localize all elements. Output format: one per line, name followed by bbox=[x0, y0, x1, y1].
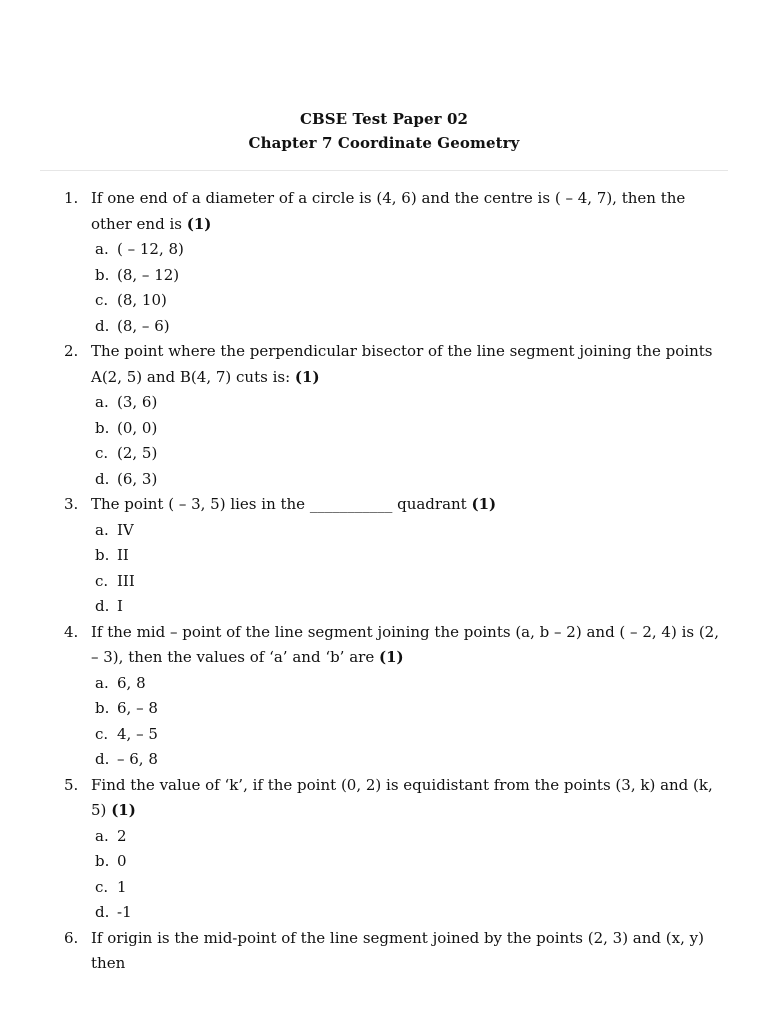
option-list bbox=[91, 390, 728, 492]
option-list bbox=[91, 824, 728, 926]
option-label: d. bbox=[95, 597, 110, 615]
answer-option bbox=[91, 441, 728, 467]
answer-option bbox=[91, 696, 728, 722]
option-label: c. bbox=[95, 724, 109, 743]
option-text: IV bbox=[117, 520, 134, 539]
option-label: a. bbox=[95, 240, 109, 258]
answer-option bbox=[91, 900, 728, 926]
answer-option bbox=[91, 390, 728, 416]
question-number: 4. bbox=[64, 622, 79, 641]
answer-option bbox=[91, 237, 728, 263]
answer-option bbox=[91, 849, 728, 875]
option-label: a. bbox=[95, 826, 109, 845]
option-list bbox=[91, 518, 728, 620]
question-item bbox=[0, 339, 768, 492]
option-text: 4, – 5 bbox=[117, 724, 158, 743]
option-text: (2, 5) bbox=[117, 444, 158, 462]
answer-option bbox=[91, 263, 728, 289]
option-text: 2 bbox=[117, 826, 127, 845]
option-text: (8, 10) bbox=[117, 291, 167, 309]
header-divider bbox=[40, 170, 728, 171]
question-item bbox=[0, 773, 768, 926]
option-list bbox=[91, 237, 728, 339]
option-label: c. bbox=[95, 571, 109, 590]
answer-option bbox=[91, 824, 728, 850]
option-label: b. bbox=[95, 699, 110, 717]
question-marks: (1) bbox=[294, 367, 320, 386]
answer-option bbox=[91, 416, 728, 442]
option-text: 6, – 8 bbox=[117, 699, 158, 717]
question-marks: (1) bbox=[471, 495, 497, 513]
option-label: c. bbox=[95, 877, 109, 896]
answer-option bbox=[91, 722, 728, 748]
question-marks: (1) bbox=[379, 648, 404, 666]
option-text: II bbox=[117, 546, 129, 564]
question-text: If one end of a diameter of a circle is (4, 6) and the centre is ( – 4, 7), then the other end is bbox=[91, 189, 686, 233]
option-text: (6, 3) bbox=[117, 469, 158, 488]
question-marks: (1) bbox=[111, 801, 136, 819]
answer-option bbox=[91, 467, 728, 493]
question-text: If the mid – point of the line segment joining the points (a, b – 2) and ( – 2, 4) is (2, – 3), then the values of ‘a’ and ‘b’ are bbox=[91, 622, 719, 666]
question-number: 1. bbox=[64, 189, 79, 207]
option-label: d. bbox=[95, 469, 110, 488]
question-number: 2. bbox=[64, 342, 79, 360]
option-label: a. bbox=[95, 520, 109, 539]
paper-header bbox=[0, 107, 768, 155]
option-text: (3, 6) bbox=[117, 393, 158, 411]
option-list bbox=[91, 671, 728, 773]
option-label: d. bbox=[95, 316, 110, 335]
answer-option bbox=[91, 288, 728, 314]
option-label: b. bbox=[95, 546, 110, 564]
option-label: d. bbox=[95, 903, 110, 921]
question-item bbox=[0, 620, 768, 773]
question-marks: (1) bbox=[186, 214, 212, 233]
option-text: (0, 0) bbox=[117, 418, 158, 437]
option-label: b. bbox=[95, 418, 110, 437]
question-number: 6. bbox=[64, 928, 79, 947]
question-text: Find the value of ‘k’, if the point (0, 2) is equidistant from the points (3, k) and (k, 5) bbox=[91, 775, 713, 819]
option-label: d. bbox=[95, 750, 110, 768]
option-label: c. bbox=[95, 291, 109, 309]
option-text: I bbox=[117, 597, 123, 615]
option-text: 1 bbox=[117, 877, 127, 896]
answer-option bbox=[91, 747, 728, 773]
question-item bbox=[0, 492, 768, 620]
option-label: c. bbox=[95, 444, 109, 462]
option-label: b. bbox=[95, 852, 110, 870]
answer-option bbox=[91, 875, 728, 901]
answer-option bbox=[91, 671, 728, 697]
question-text: The point where the perpendicular bisector of the line segment joining the points A(2, 5) and B(4, 7) cuts is: bbox=[91, 342, 713, 386]
option-text: -1 bbox=[117, 903, 132, 921]
question-item bbox=[0, 926, 768, 977]
question-text: If origin is the mid-point of the line segment joined by the points (2, 3) and (x, y) then bbox=[91, 928, 704, 972]
chapter-title: Chapter 7 Coordinate Geometry bbox=[248, 134, 520, 152]
answer-option bbox=[91, 569, 728, 595]
question-text: The point ( – 3, 5) lies in the ___________ quadrant bbox=[91, 495, 467, 513]
answer-option bbox=[91, 518, 728, 544]
option-text: 0 bbox=[117, 852, 127, 870]
option-label: a. bbox=[95, 393, 109, 411]
option-text: (8, – 6) bbox=[117, 316, 170, 335]
option-text: 6, 8 bbox=[117, 673, 146, 692]
question-number: 5. bbox=[64, 775, 79, 794]
question-list bbox=[0, 186, 768, 977]
question-item bbox=[0, 186, 768, 339]
answer-option bbox=[91, 543, 728, 569]
option-label: b. bbox=[95, 265, 110, 284]
answer-option bbox=[91, 314, 728, 340]
answer-option bbox=[91, 594, 728, 620]
paper-title: CBSE Test Paper 02 bbox=[299, 110, 469, 128]
option-text: (8, – 12) bbox=[117, 265, 180, 284]
option-text: III bbox=[117, 571, 135, 590]
question-number: 3. bbox=[64, 495, 79, 513]
option-label: a. bbox=[95, 673, 109, 692]
option-text: ( – 12, 8) bbox=[117, 240, 184, 258]
option-text: – 6, 8 bbox=[117, 750, 158, 768]
